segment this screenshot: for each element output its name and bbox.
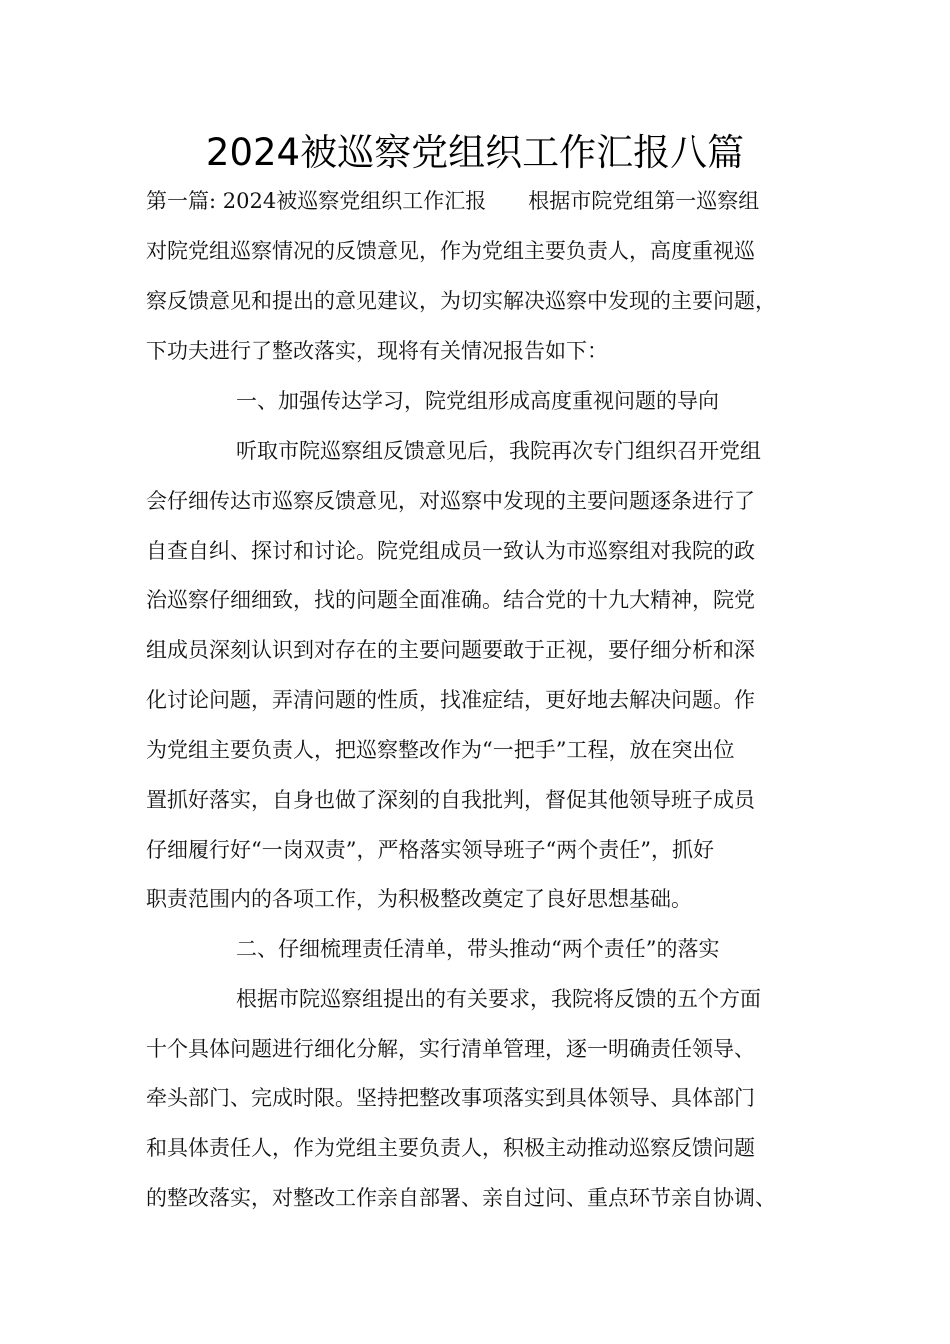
paragraph-line: 置抓好落实，自身也做了深刻的自我批判，督促其他领导班子成员 — [146, 788, 755, 812]
paragraph-line: 自查自纠、探讨和讨论。院党组成员一致认为市巡察组对我院的政 — [146, 539, 755, 563]
paragraph-line: 第一篇: 2024被巡察党组织工作汇报 根据市院党组第一巡察组 — [146, 189, 760, 213]
paragraph-line: 听取市院巡察组反馈意见后，我院再次专门组织召开党组 — [236, 439, 761, 463]
paragraph-line: 牵头部门、完成时限。坚持把整改事项落实到具体领导、具体部门 — [146, 1086, 755, 1110]
document-title: 2024被巡察党组织工作汇报八篇 — [205, 131, 745, 174]
paragraph-line: 根据市院巡察组提出的有关要求，我院将反馈的五个方面 — [236, 987, 761, 1011]
paragraph-line: 对院党组巡察情况的反馈意见，作为党组主要负责人，高度重视巡 — [146, 239, 755, 263]
paragraph-line: 治巡察仔细细致，找的问题全面准确。结合党的十九大精神，院党 — [146, 588, 755, 612]
paragraph-line: 十个具体问题进行细化分解，实行清单管理，逐一明确责任领导、 — [146, 1037, 755, 1061]
paragraph-line: 化讨论问题，弄清问题的性质，找准症结，更好地去解决问题。作 — [146, 688, 755, 712]
paragraph-line: 组成员深刻认识到对存在的主要问题要敢于正视，要仔细分析和深 — [146, 638, 755, 662]
section-heading: 二、仔细梳理责任清单，带头推动“两个责任”的落实 — [236, 937, 720, 961]
paragraph-line: 的整改落实，对整改工作亲自部署、亲自过问、重点环节亲自协调、 — [146, 1186, 776, 1210]
paragraph-line: 下功夫进行了整改落实，现将有关情况报告如下： — [146, 339, 608, 363]
paragraph-line: 职责范围内的各项工作，为积极整改奠定了良好思想基础。 — [146, 887, 692, 911]
paragraph-line: 仔细履行好“一岗双责”，严格落实领导班子“两个责任”，抓好 — [146, 838, 714, 862]
paragraph-line: 察反馈意见和提出的意见建议，为切实解决巡察中发现的主要问题， — [146, 289, 776, 313]
paragraph-line: 为党组主要负责人，把巡察整改作为“一把手”工程，放在突出位 — [146, 738, 735, 762]
paragraph-line: 会仔细传达市巡察反馈意见，对巡察中发现的主要问题逐条进行了 — [146, 489, 755, 513]
section-heading: 一、加强传达学习，院党组形成高度重视问题的导向 — [236, 389, 719, 413]
paragraph-line: 和具体责任人，作为党组主要负责人，积极主动推动巡察反馈问题 — [146, 1136, 755, 1160]
